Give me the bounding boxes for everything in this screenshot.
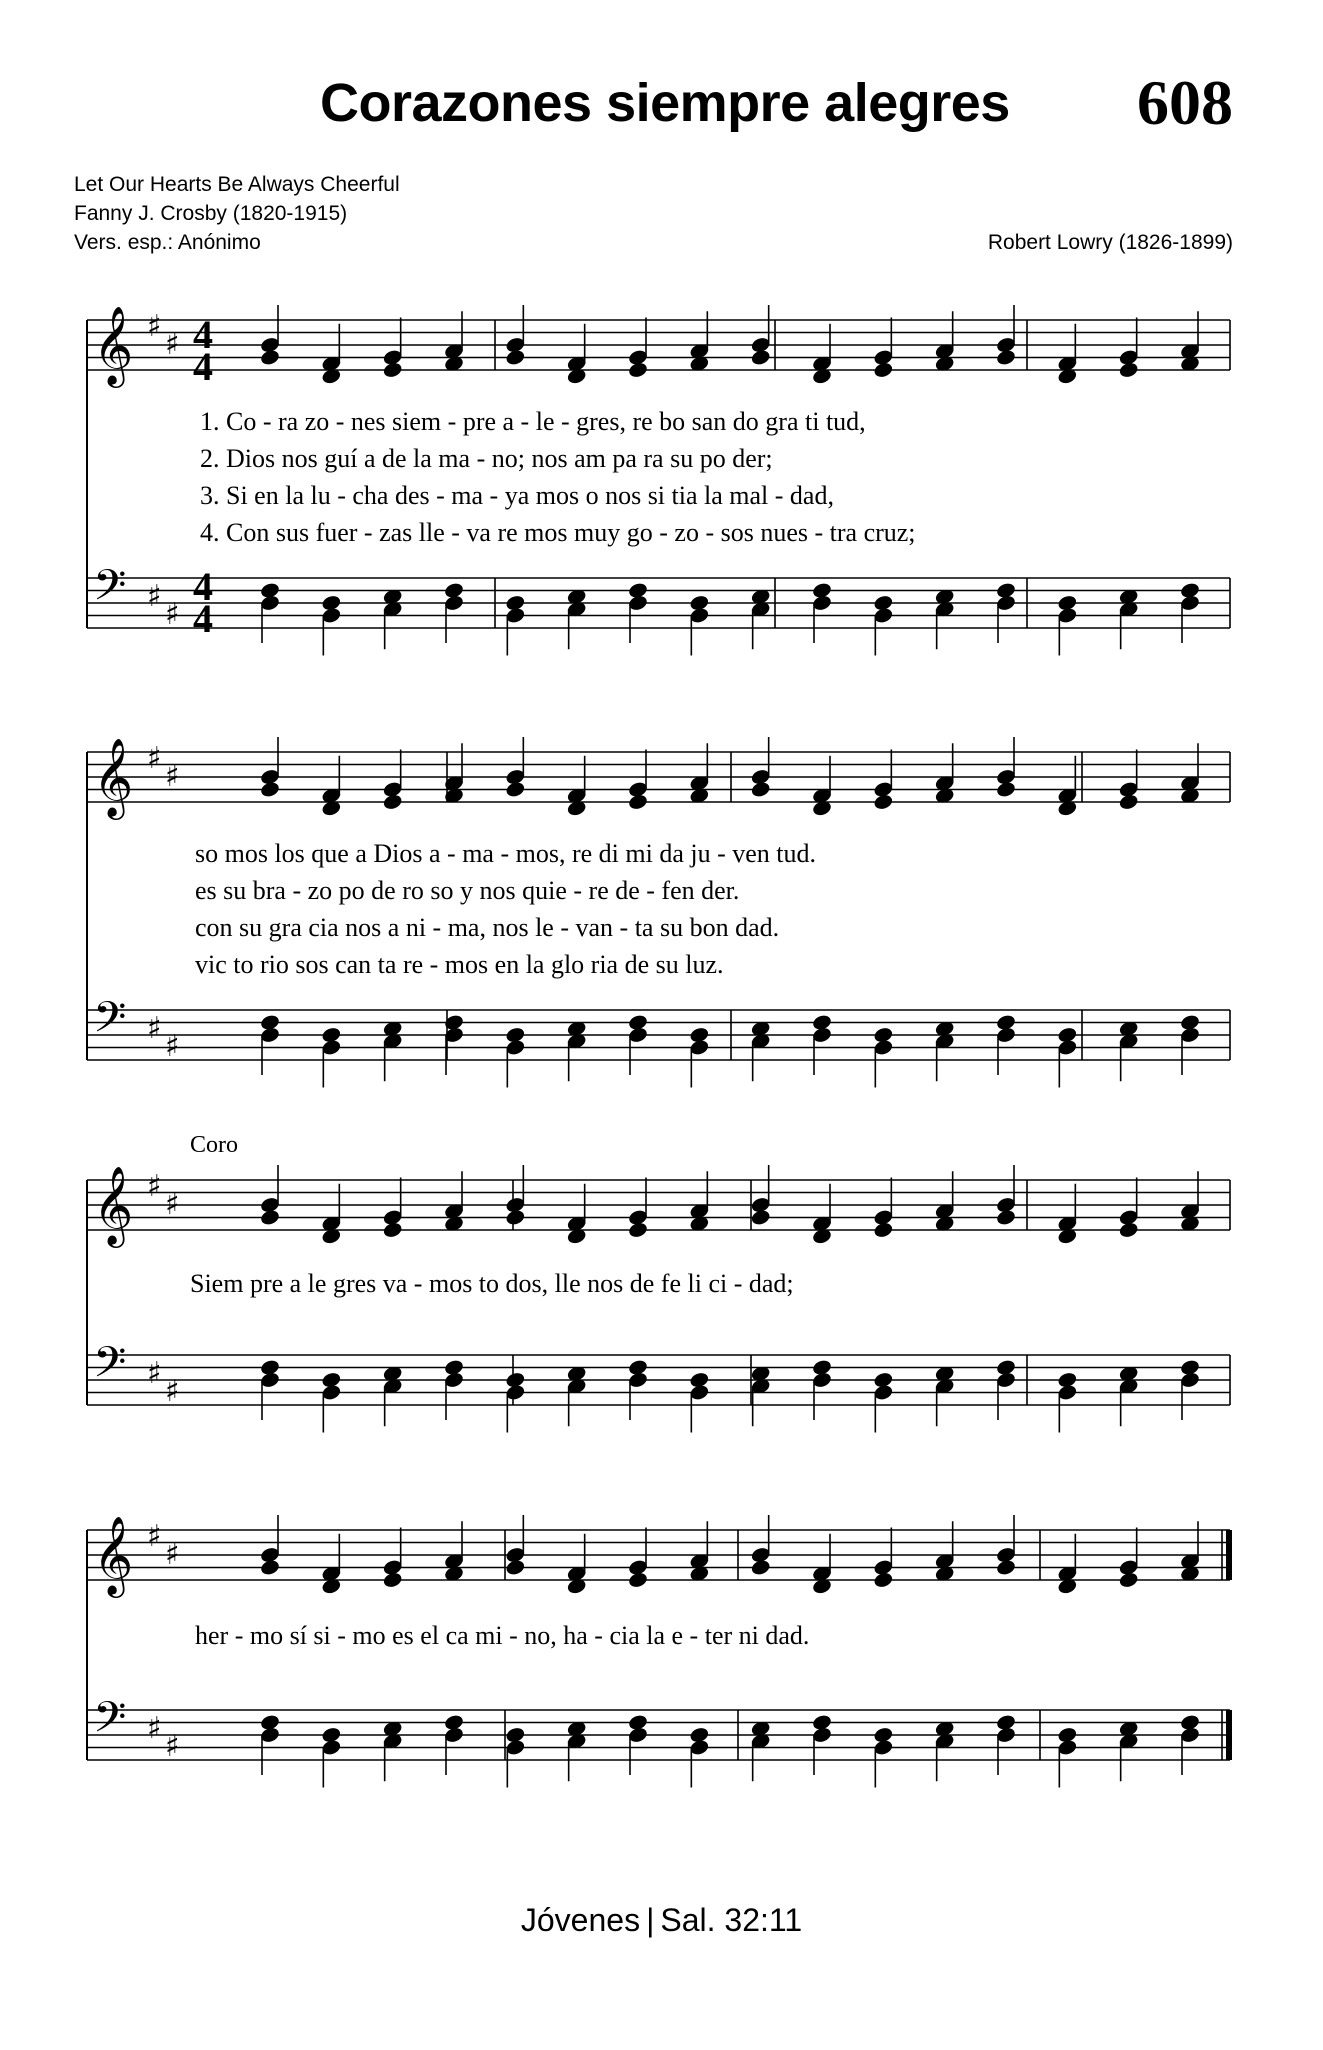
lyric-line: her - mo sí si - mo es el ca mi - no, ha - cia la e - ter ni dad. — [195, 1621, 810, 1650]
notehead — [750, 780, 771, 798]
lyric-line: 1. Co - ra zo - nes siem - pre a - le - gres, re bo san do gra ti tud, — [200, 407, 866, 436]
lyric-line: 2. Dios nos guí a de la ma - no; nos am pa ra su po der; — [200, 444, 773, 473]
spanish-version: Vers. esp.: Anónimo — [74, 231, 261, 254]
footer-reference: Sal. 32:11 — [660, 1902, 803, 1938]
time-signature-treble — [193, 312, 213, 389]
lyric-line: vic to rio sos can ta re - mos en la glo ria de su luz. — [195, 950, 724, 979]
sharp-icon: ♯ — [165, 1374, 180, 1409]
lyric-line: 4. Con sus fuer - zas lle - va re mos muy go - zo - sos nues - tra cruz; — [200, 518, 916, 547]
notehead — [505, 1558, 526, 1576]
composer: Robert Lowry (1826-1899) — [987, 231, 1233, 254]
notehead — [627, 793, 648, 811]
hymn-number: 608 — [1137, 67, 1233, 138]
notehead — [505, 1208, 526, 1226]
treble-clef-icon: 𝄞 — [93, 306, 134, 385]
notehead — [382, 793, 403, 811]
lyric-line: es su bra - zo po de ro so y nos quie - re de - fen der. — [195, 876, 740, 905]
sharp-icon: ♯ — [147, 1011, 162, 1046]
sharp-icon: ♯ — [165, 597, 180, 632]
sharp-icon: ♯ — [147, 1519, 162, 1554]
notehead — [627, 361, 648, 379]
notehead — [750, 348, 771, 366]
english-title: Let Our Hearts Be Always Cheerful — [74, 173, 400, 196]
notehead — [259, 1208, 280, 1226]
sharp-icon: ♯ — [165, 1187, 180, 1222]
notehead — [259, 348, 280, 366]
sharp-icon: ♯ — [165, 1729, 180, 1764]
treble-clef-icon: 𝄞 — [93, 1166, 134, 1245]
notehead — [259, 1558, 280, 1576]
notehead — [995, 780, 1016, 798]
hymn-title: Corazones siempre alegres — [320, 73, 1010, 133]
notehead — [1118, 793, 1139, 811]
treble-clef-icon: 𝄞 — [93, 1516, 134, 1595]
treble-clef-icon: 𝄞 — [93, 738, 134, 817]
notehead — [1118, 1571, 1139, 1589]
notehead — [382, 361, 403, 379]
notehead — [995, 1558, 1016, 1576]
bass-clef-icon: 𝄢 — [93, 993, 127, 1053]
notehead — [873, 361, 894, 379]
notehead — [259, 780, 280, 798]
lyrics-system-2 — [195, 839, 816, 979]
lyric-line: Siem pre a le gres va - mos to dos, lle nos de fe li ci - dad; — [190, 1269, 794, 1298]
svg-text:4: 4 — [193, 564, 213, 609]
notehead — [873, 793, 894, 811]
svg-text:4: 4 — [193, 312, 213, 357]
notehead — [873, 1571, 894, 1589]
sharp-icon: ♯ — [147, 579, 162, 614]
sharp-icon: ♯ — [147, 309, 162, 344]
lyric-line: con su gra cia nos a ni - ma, nos le - van - ta su bon dad. — [195, 913, 780, 942]
lyric-line: 3. Si en la lu - cha des - ma - ya mos o nos si tia la mal - dad, — [200, 481, 834, 510]
bass-clef-icon: 𝄢 — [93, 1338, 127, 1398]
time-signature-bass — [193, 564, 213, 641]
notehead — [750, 1208, 771, 1226]
sharp-icon: ♯ — [147, 1169, 162, 1204]
sharp-icon: ♯ — [147, 1711, 162, 1746]
notehead — [1118, 361, 1139, 379]
sharp-icon: ♯ — [165, 1537, 180, 1572]
notehead — [627, 1571, 648, 1589]
notehead — [750, 1558, 771, 1576]
notehead — [1118, 1221, 1139, 1239]
bass-clef-icon: 𝄢 — [93, 561, 127, 621]
bass-clef-icon: 𝄢 — [93, 1693, 127, 1753]
sharp-icon: ♯ — [165, 327, 180, 362]
sharp-icon: ♯ — [165, 1029, 180, 1064]
notehead — [995, 348, 1016, 366]
svg-text:4: 4 — [193, 344, 213, 389]
notehead — [505, 348, 526, 366]
footer — [0, 1902, 1323, 1939]
lyrics-system-3 — [190, 1269, 794, 1298]
chorus-label: Coro — [190, 1132, 238, 1158]
sharp-icon: ♯ — [165, 759, 180, 794]
notehead — [505, 780, 526, 798]
notehead — [627, 1221, 648, 1239]
lyrics-system-4 — [195, 1621, 809, 1650]
lyric-line: so mos los que a Dios a - ma - mos, re di mi da ju - ven tud. — [195, 839, 817, 868]
footer-category: Jóvenes — [520, 1902, 641, 1938]
notehead — [873, 1221, 894, 1239]
sharp-icon: ♯ — [147, 741, 162, 776]
notehead — [382, 1571, 403, 1589]
sharp-icon: ♯ — [147, 1356, 162, 1391]
footer-separator: | — [646, 1902, 655, 1938]
notehead — [382, 1221, 403, 1239]
lyrics-system-1 — [200, 407, 916, 547]
svg-text:4: 4 — [193, 596, 213, 641]
notehead — [995, 1208, 1016, 1226]
lyricist: Fanny J. Crosby (1820-1915) — [74, 202, 348, 225]
